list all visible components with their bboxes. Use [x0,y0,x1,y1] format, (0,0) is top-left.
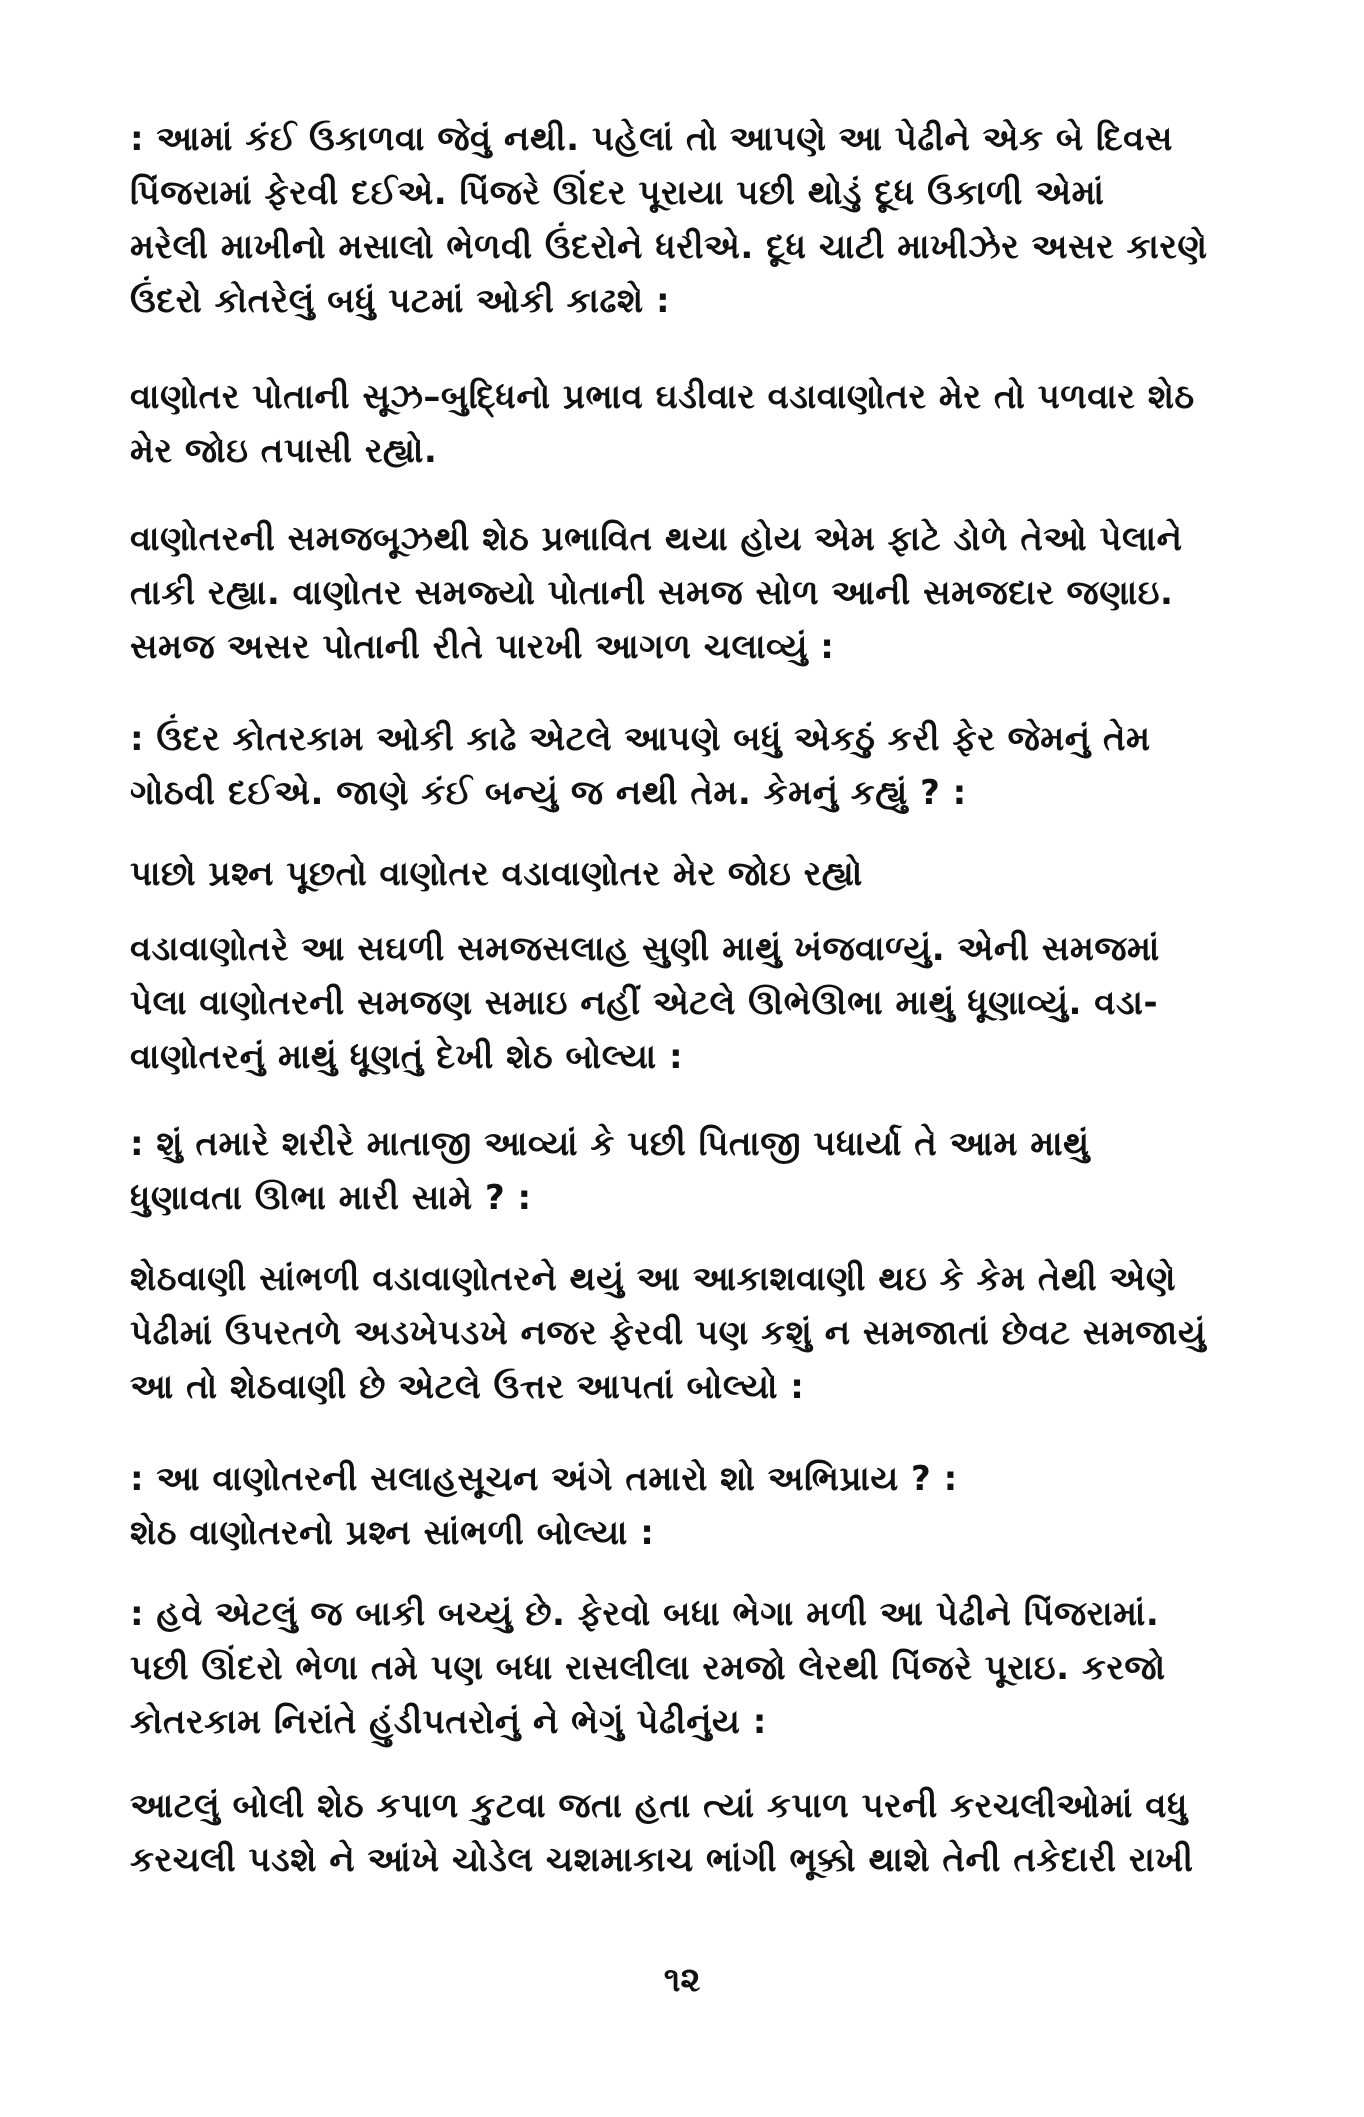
paragraph-9: : આ વાણોતરની સલાહસૂચન અંગે તમારો શો અભિપ્રાય ? : શેઠ વાણોતરનો પ્રશ્ન સાંભળી બોલ્યા : [130,1459,958,1553]
page-number: ૧૨ [663,1960,701,2000]
paragraph-8: શેઠવાણી સાંભળી વડાવાણોતરને થયું આ આકાશવાણી થઇ કે કેમ તેથી એણે પેઢીમાં ઉપરતળે અડખેપડખે નજર ફેરવી પણ કશું ન સમજાતાં છેવટ સમજાયું આ તો શેઠવાણી છે એટલે ઉત્તર આપતાં બોલ્યો : [130,1259,1207,1407]
paragraph-2: વાણોતર પોતાની સૂઝ–બુદ્ધિનો પ્રભાવ ઘડીવાર વડાવાણોતર મેર તો પળવાર શેઠ મેર જોઇ તપાસી રહ્યો. [130,377,1195,471]
paragraph-7: : શું તમારે શરીરે માતાજી આવ્યાં કે પછી પિતાજી પધાર્યા તે આમ માથું ધુણાવતા ઊભા મારી સામે ? : [130,1124,1090,1218]
paragraph-6: વડાવાણોતરે આ સઘળી સમજસલાહ સુણી માથું ખંજવાળ્યું. એની સમજમાં પેલા વાણોતરની સમજણ સમાઇ નહીં એટલે ઊભેઊભા માથું ધૂણાવ્યું. વડા- વાણોતરનું માથું ધૂણતું દેખી શેઠ બોલ્યા : [130,929,1160,1077]
paragraph-3: વાણોતરની સમજબૂઝથી શેઠ પ્રભાવિત થયા હોય એમ ફાટે ડોળે તેઓ પેલાને તાકી રહ્યા. વાણોતર સમજ્યો પોતાની સમજ સોળ આની સમજદાર જણાઇ. સમજ અસર પોતાની રીતે પારખી આગળ ચલાવ્યું : [130,519,1183,667]
paragraph-10: : હવે એટલું જ બાકી બચ્યું છે. ફેરવો બધા ભેગા મળી આ પેઢીને પિંજરામાં. પછી ઊંદરો ભેળા તમે પણ બધા રાસલીલા રમજો લેરથી પિંજરે પૂરાઇ. કરજો કોતરકામ નિરાંતે હુંડીપતરોનું ને ભેગું પેઢીનુંય : [130,1594,1166,1742]
paragraph-11: આટલું બોલી શેઠ કપાળ કુટવા જતા હતા ત્યાં કપાળ પરની કરચલીઓમાં વધુ કરચલી પડશે ને આંખે ચોડેલ ચશમાકાચ ભાંગી ભૂક્કો થાશે તેની તકેદારી રાખી [130,1786,1194,1880]
paragraph-4: : ઉંદર કોતરકામ ઓકી કાઢે એટલે આપણે બધું એકઠું કરી ફેર જેમનું તેમ ગોઠવી દઈએ. જાણે કંઈ બન્યું જ નથી તેમ. કેમનું કહ્યું ? : [130,719,1151,813]
paragraph-5: પાછો પ્રશ્ન પૂછતો વાણોતર વડાવાણોતર મેર જોઇ રહ્યો [130,854,863,894]
paragraph-1: : આમાં કંઈ ઉકાળવા જેવું નથી. પહેલાં તો આપણે આ પેઢીને એક બે દિવસ પિંજરામાં ફેરવી દઈએ. પિંજરે ઊંદર પૂરાયા પછી થોડું દૂધ ઉકાળી એમાં મરેલી માખીનો મસાલો ભેળવી ઉંદરોને ધરીએ. દૂધ ચાટી માખીઝેર અસર કારણે ઉંદરો કોતરેલું બધું પટમાં ઓકી કાઢશે : [130,119,1208,321]
page-body [130,112,1240,2062]
